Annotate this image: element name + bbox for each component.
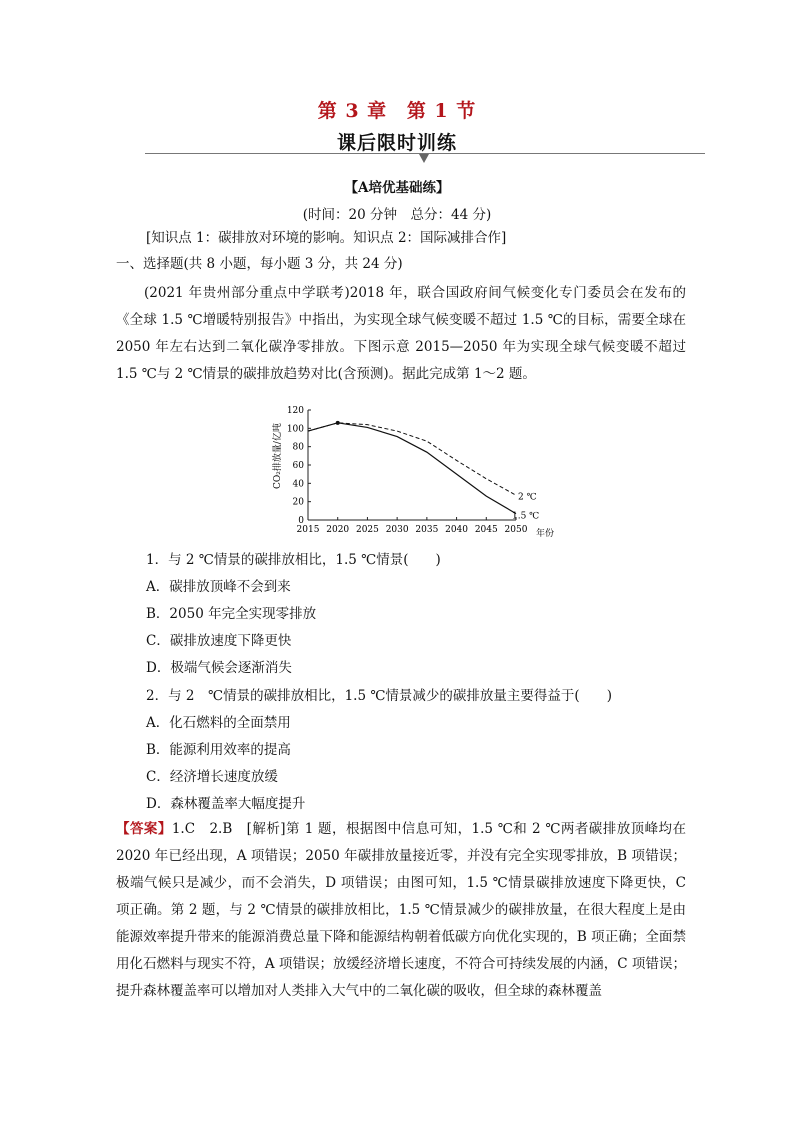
series-label-1-5c: 1.5 ℃ [512, 511, 540, 522]
y-tick-label: 0 [298, 516, 304, 526]
question-2-stem: 2．与 2 ℃情景的碳排放相比，1.5 ℃情景减少的碳排放量主要得益于( ) [146, 688, 612, 704]
question-1-option-d: D．极端气候会逐渐消失 [146, 660, 292, 676]
question-1-option-a: A．碳排放顶峰不会到来 [146, 579, 291, 595]
y-tick-label: 80 [292, 442, 304, 453]
series-line-2c [308, 423, 516, 495]
answer-text: 1.C 2.B [解析]第 1 题，根据图中信息可知，1.5 ℃和 2 ℃两者碳排放顶峰均在 2020 年已经出现，A 项错误；2050 年碳排放量接近零，并没有完全实现零排放，B 项错误；极端气候只是减少，而不会消失，D 项错误；由图可知，1.5 ℃情景碳排放速度下降更快，C 项正确。第 2 题，与 2 ℃情景的碳排放相比，1.5 ℃情景减少的碳排放量，在很大程度上是由能源效率提升带来的能源消费总量下降和能源结构朝着低碳方向优化实现的，B 项正确；全面禁用化石燃料与现实不符，A 项错误；放缓经济增长速度，不符合可持续发展的内涵，C 项错误；提升森林覆盖率可以增加对人类排入大气中的二氧化碳的吸收，但全球的森林覆盖 [116, 821, 687, 999]
time-info: (时间：20 分钟 总分：44 分) [302, 207, 492, 223]
question-2-option-d: D．森林覆盖率大幅度提升 [146, 796, 306, 812]
stem-paragraph [116, 280, 686, 388]
part-title: 一、选择题(共 8 小题，每小题 3 分，共 24 分) [116, 256, 403, 272]
x-tick-label: 2020 [326, 525, 350, 535]
question-1-option-c: C．碳排放速度下降更快 [146, 633, 292, 649]
y-tick-label: 100 [286, 424, 304, 435]
x-tick-label: 2030 [385, 525, 409, 535]
y-tick-label: 40 [292, 479, 304, 490]
question-1-stem: 1．与 2 ℃情景的碳排放相比，1.5 ℃情景( ) [146, 552, 441, 568]
divider-triangle-icon [419, 154, 429, 163]
y-axis-label: CO₂排放量/亿吨 [273, 423, 283, 489]
x-tick-label: 2015 [296, 525, 320, 535]
y-tick-label: 60 [292, 461, 304, 471]
x-tick-label: 2050 [504, 525, 528, 535]
answer-block [116, 816, 686, 1005]
question-2-option-a: A．化石燃料的全面禁用 [146, 715, 291, 731]
stem-text: (2021 年贵州部分重点中学联考)2018 年，联合国政府间气候变化专门委员会在发布的《全球 1.5 ℃增暖特别报告》中指出，为实现全球气候变暖不超过 1.5 ℃的目标，需要全球在 2050 年左右达到二氧化碳净零排放。下图示意 2015—2050 年为实现全球气候变暖不超过 1.5 ℃与 2 ℃情景的碳排放趋势对比(含预测)。据此完成第 1～2 题。 [116, 285, 686, 382]
answer-tag: 【答案】 [116, 821, 172, 837]
x-tick-label: 2025 [355, 525, 379, 535]
chapter-number: 第 3 章 [317, 100, 388, 122]
series-label-2c: 2 ℃ [518, 492, 537, 503]
section-title: 【A培优基础练】 [344, 180, 450, 196]
knowledge-points: [知识点 1：碳排放对环境的影响。知识点 2：国际减排合作] [146, 230, 507, 246]
x-tick-label: 2045 [474, 525, 498, 535]
chapter-heading [0, 96, 794, 123]
page-subtitle: 课后限时训练 [336, 132, 457, 154]
y-tick-label: 120 [286, 406, 304, 416]
x-tick-label: 2035 [415, 525, 439, 535]
co2-emission-chart [268, 392, 568, 542]
question-2-option-b: B．能源利用效率的提高 [146, 742, 291, 758]
y-tick-label: 20 [292, 497, 304, 508]
question-2-option-c: C．经济增长速度放缓 [146, 769, 278, 785]
x-axis-label: 年份 [535, 529, 555, 539]
x-tick-label: 2040 [445, 525, 469, 535]
peak-marker [336, 421, 340, 425]
question-1-option-b: B．2050 年完全实现零排放 [146, 606, 317, 622]
section-number: 第 1 节 [406, 100, 477, 122]
